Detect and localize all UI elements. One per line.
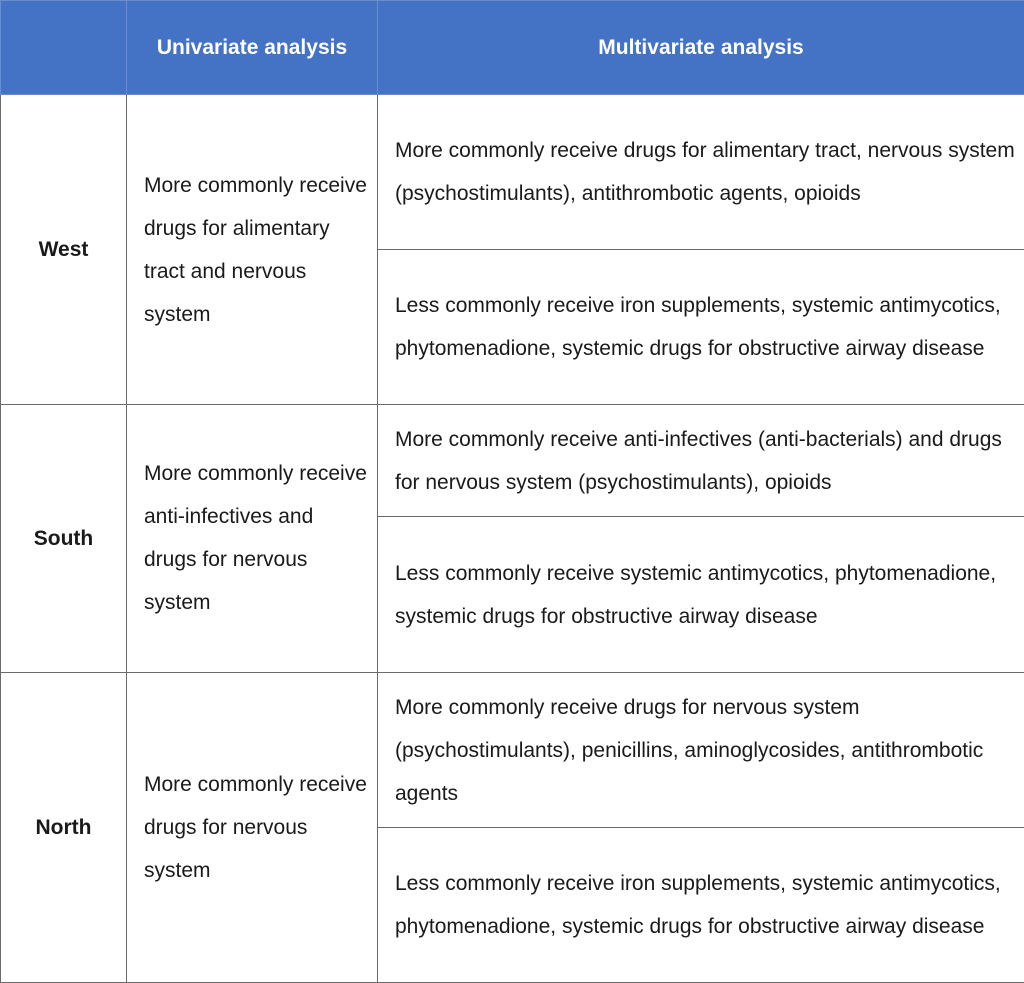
multivariate-south-less: Less commonly receive systemic antimycotics, phytomenadione, systemic drugs for obstructive airway disease [378,517,1024,673]
region-west: West [1,95,127,405]
univariate-south: More commonly receive anti-infectives and drugs for nervous system [127,405,378,673]
univariate-west: More commonly receive drugs for alimentary tract and nervous system [127,95,378,405]
multivariate-north-less: Less commonly receive iron supplements, systemic antimycotics, phytomenadione, systemic drugs for obstructive airway disease [378,828,1024,983]
univariate-north: More commonly receive drugs for nervous system [127,672,378,982]
table-row-west-more [1,95,1024,250]
multivariate-west-more: More commonly receive drugs for alimentary tract, nervous system (psychostimulants), antithrombotic agents, opioids [378,95,1024,250]
multivariate-north-more: More commonly receive drugs for nervous system (psychostimulants), penicillins, aminoglycosides, antithrombotic agents [378,672,1024,828]
multivariate-west-less: Less commonly receive iron supplements, systemic antimycotics, phytomenadione, systemic drugs for obstructive airway disease [378,249,1024,405]
table-row-north-more [1,672,1024,828]
region-north: North [1,672,127,982]
table-row-south-more [1,405,1024,517]
header-blank-cell [1,1,127,95]
header-multivariate: Multivariate analysis [378,1,1024,95]
header-row [1,1,1024,95]
multivariate-south-more: More commonly receive anti-infectives (anti-bacterials) and drugs for nervous system (psychostimulants), opioids [378,405,1024,517]
header-univariate: Univariate analysis [127,1,378,95]
region-south: South [1,405,127,673]
